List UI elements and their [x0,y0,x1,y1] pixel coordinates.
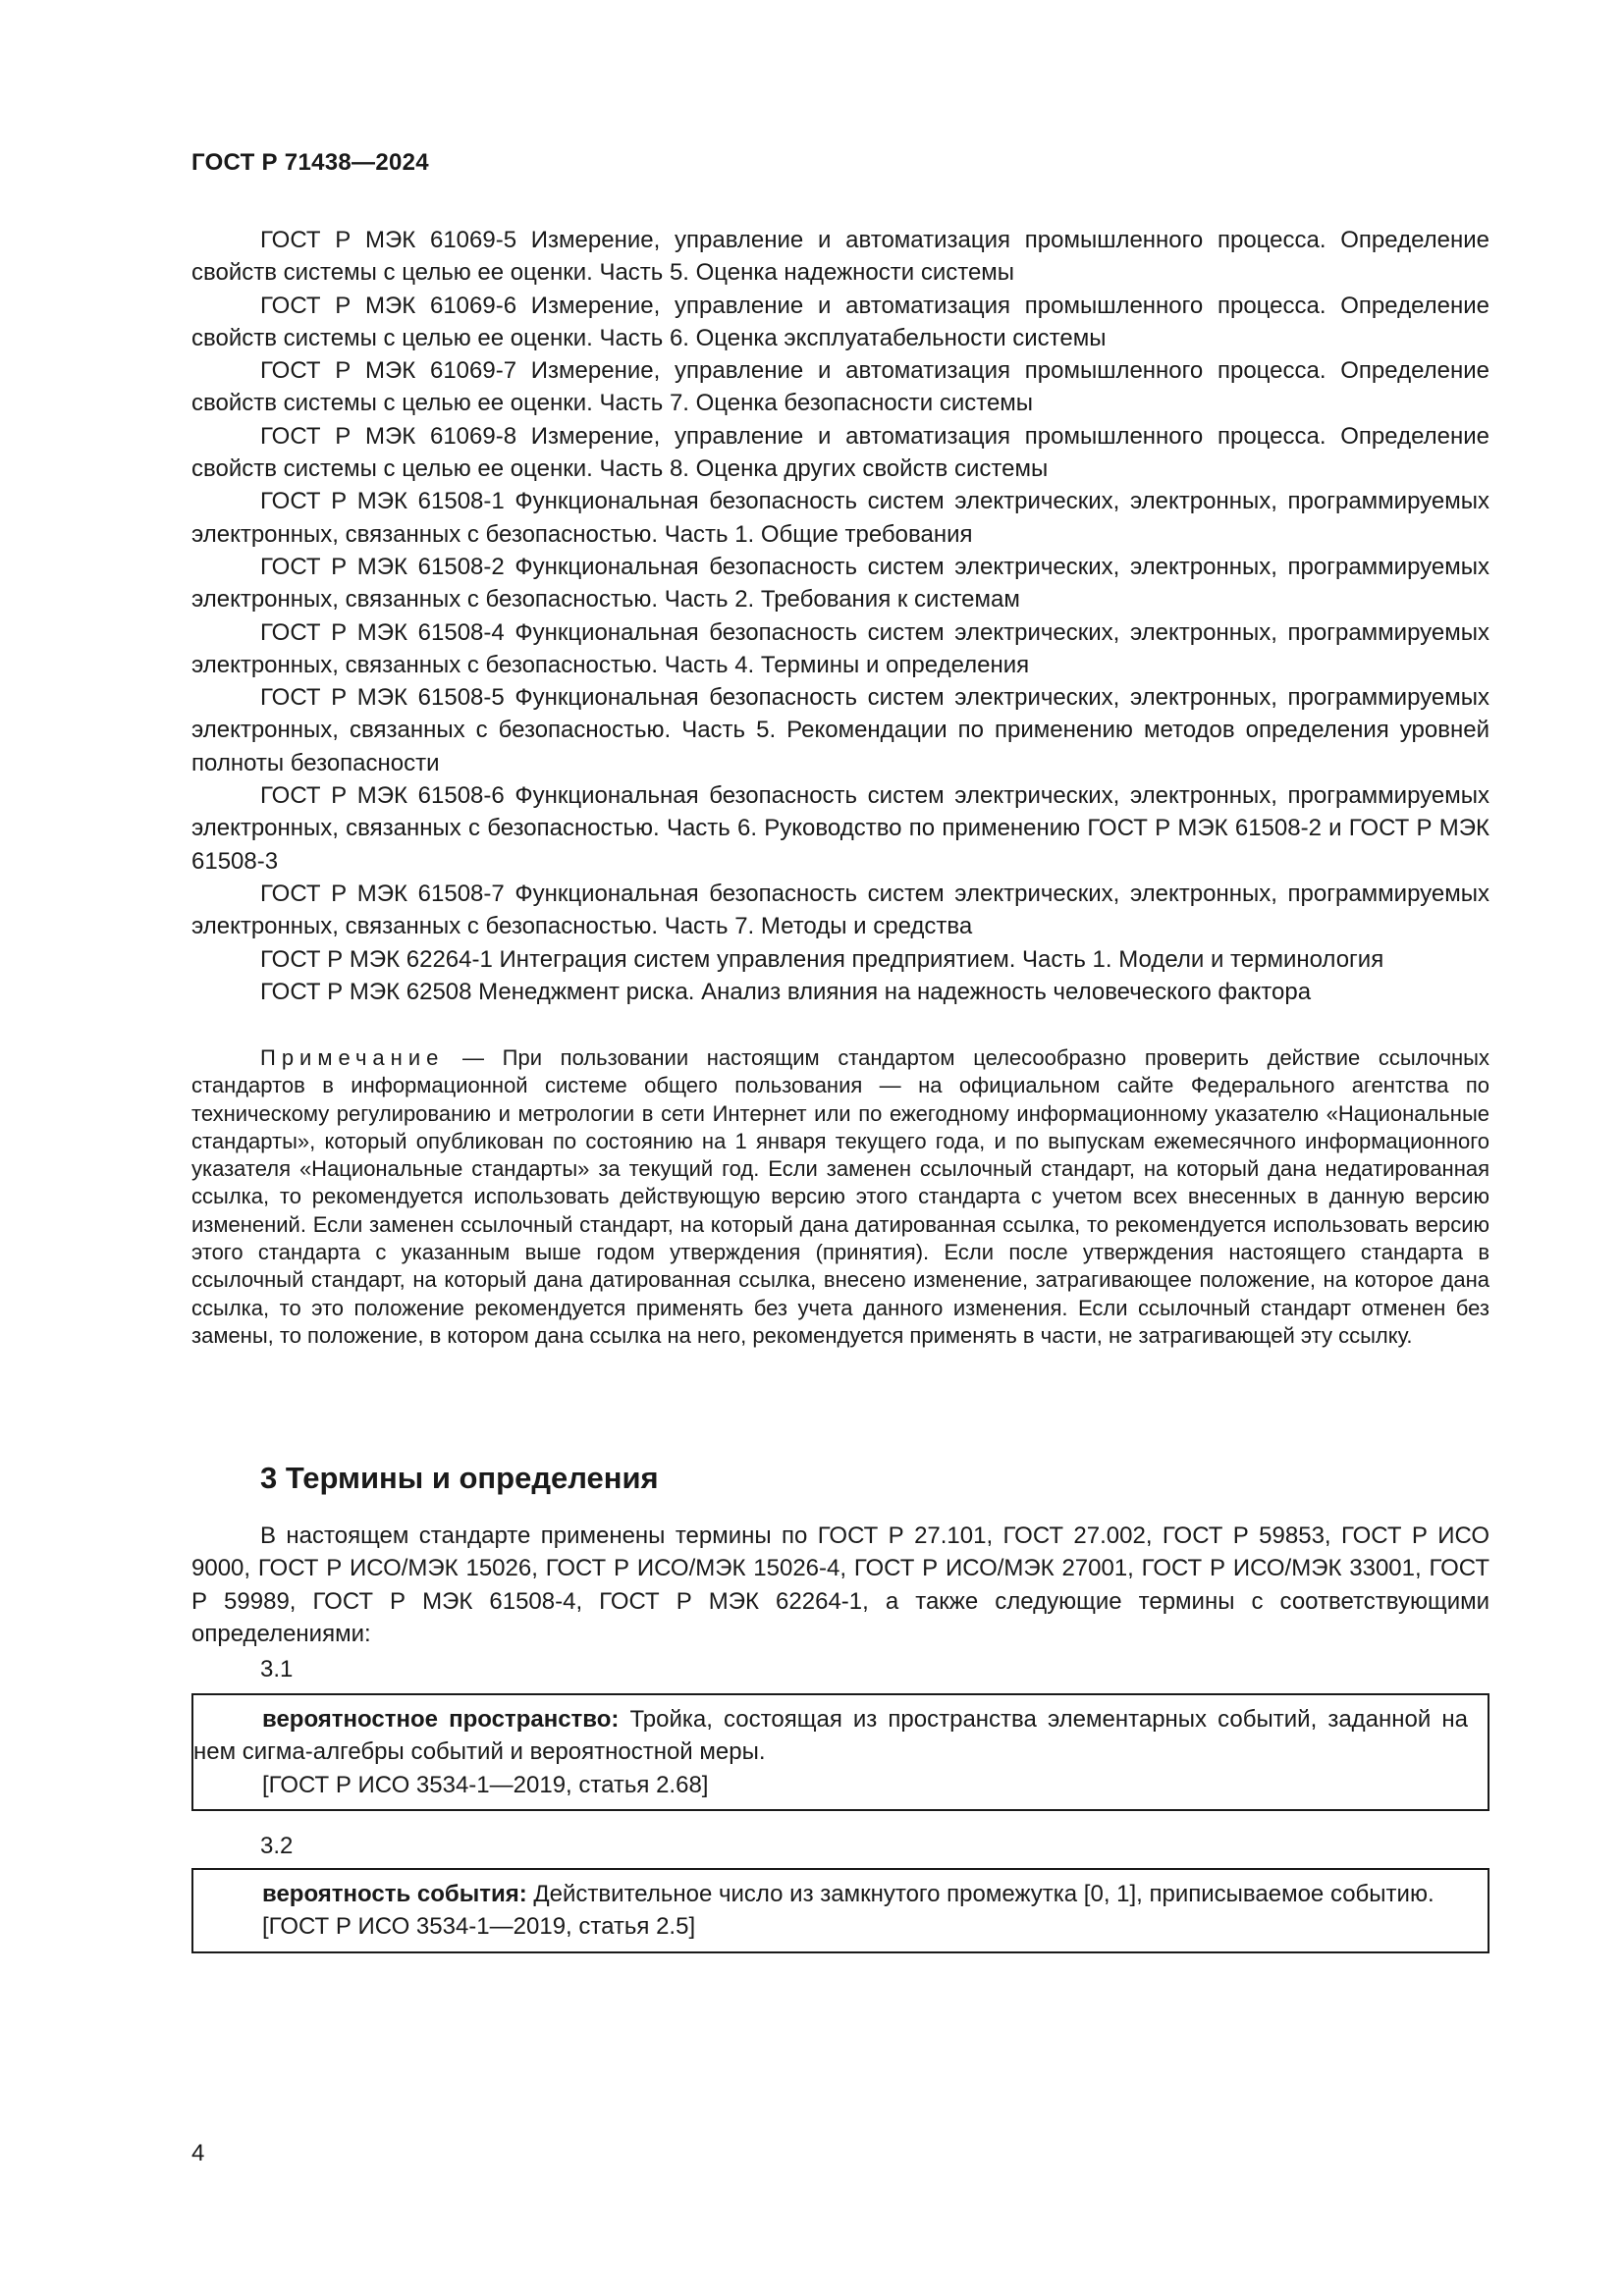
term-number: 3.2 [260,1833,294,1859]
term-name: вероятность события: [262,1881,527,1907]
reference-item: ГОСТ Р МЭК 62264-1 Интеграция систем управления предприятием. Часть 1. Модели и терминология [260,945,1384,973]
reference-item: ГОСТ Р МЭК 62508 Менеджмент риска. Анализ влияния на надежность человеческого фактора [260,978,1312,1005]
reference-item: ГОСТ Р МЭК 61508-6 Функциональная безопасность систем электрических, электронных, программируемых электронных, связанных с безопасностью. Часть 6. Руководство по применению ГОСТ Р МЭК 61508-2 и ГОСТ Р МЭК 61508-3 [191,782,1489,875]
reference-item: ГОСТ Р МЭК 61069-6 Измерение, управление и автоматизация промышленного процесса. Определение свойств системы с целью ее оценки. Часть 6. Оценка эксплуатабельности системы [191,292,1489,351]
section-title: 3 Термины и определения [260,1461,659,1495]
note-text: — При пользовании настоящим стандартом целесообразно проверить действие ссылочных стандартов в информационной системе общего пользования — на официальном сайте Федерального агентства по техническому регулированию и метрологии в сети Интернет или по ежегодному информационному указателю «Национальные стандарты», который опубликован по состоянию на 1 января текущего года, и по выпускам ежемесячного информационного указателя «Национальные стандарты» за текущий год. Если заменен ссылочный стандарт, на который дана недатированная ссылка, то рекомендуется использовать действующую версию этого стандарта с учетом всех внесенных в данную версию изменений. Если заменен ссылочный стандарт, на который дана датированная ссылка, то рекомендуется использовать версию этого стандарта с указанным выше годом утверждения (принятия). Если после утверждения настоящего стандарта в ссылочный стандарт, на который дана датированная ссылка, внесено изменение, затрагивающее положение, на которое дана ссылка, то это положение рекомендуется применять без учета данного изменения. Если ссылочный стандарт отменен без замены, то положение, в котором дана ссылка на него, рекомендуется применять в части, не затрагивающей эту ссылку. [191,1045,1489,1348]
term-source: [ГОСТ Р ИСО 3534-1—2019, статья 2.5] [262,1913,696,1941]
term-number: 3.1 [260,1656,294,1682]
reference-item: ГОСТ Р МЭК 61069-5 Измерение, управление и автоматизация промышленного процесса. Определение свойств системы с целью ее оценки. Часть 5. Оценка надежности системы [191,227,1489,287]
reference-item: ГОСТ Р МЭК 61508-5 Функциональная безопасность систем электрических, электронных, программируемых электронных, связанных с безопасностью. Часть 5. Рекомендации по применению методов определения уровней полноты безопасности [191,684,1489,776]
reference-item: ГОСТ Р МЭК 61069-7 Измерение, управление и автоматизация промышленного процесса. Определение свойств системы с целью ее оценки. Часть 7. Оценка безопасности системы [191,357,1489,417]
note-paragraph [191,1044,1489,1350]
term-source: [ГОСТ Р ИСО 3534-1—2019, статья 2.68] [262,1771,709,1798]
page-number: 4 [191,2140,205,2166]
term-box [191,1868,1489,1953]
term-definition [193,1703,1468,1769]
document-header: ГОСТ Р 71438—2024 [191,149,429,176]
reference-item: ГОСТ Р МЭК 61508-2 Функциональная безопасность систем электрических, электронных, программируемых электронных, связанных с безопасностью. Часть 2. Требования к системам [191,553,1489,614]
term-name: вероятностное пространство: [262,1706,620,1733]
note-block [191,1044,1489,1350]
term-definition-text: Тройка, состоящая из пространства элементарных событий, заданной на нем сигма-алгебры событий и вероятностной меры. [193,1706,1468,1766]
term-definition-text: Действительное число из замкнутого промежутка [0, 1], приписываемое событию. [526,1881,1435,1907]
reference-list [191,224,1489,1008]
reference-item: ГОСТ Р МЭК 61069-8 Измерение, управление и автоматизация промышленного процесса. Определение свойств системы с целью ее оценки. Часть 8. Оценка других свойств системы [191,422,1489,483]
reference-item: ГОСТ Р МЭК 61508-7 Функциональная безопасность систем электрических, электронных, программируемых электронных, связанных с безопасностью. Часть 7. Методы и средства [191,880,1489,940]
reference-item: ГОСТ Р МЭК 61508-1 Функциональная безопасность систем электрических, электронных, программируемых электронных, связанных с безопасностью. Часть 1. Общие требования [191,488,1489,548]
note-label: Примечание [260,1045,445,1070]
term-box [191,1693,1489,1811]
section-intro-text: В настоящем стандарте применены термины по ГОСТ Р 27.101, ГОСТ 27.002, ГОСТ Р 59853, ГОСТ Р ИСО 9000, ГОСТ Р ИСО/МЭК 15026, ГОСТ Р ИСО/МЭК 15026-4, ГОСТ Р ИСО/МЭК 27001, ГОСТ Р ИСО/МЭК 33001, ГОСТ Р 59989, ГОСТ Р МЭК 61508-4, ГОСТ Р МЭК 62264-1, а также следующие термины с соответствующими определениями: [191,1522,1489,1647]
section-intro [191,1520,1489,1650]
reference-item: ГОСТ Р МЭК 61508-4 Функциональная безопасность систем электрических, электронных, программируемых электронных, связанных с безопасностью. Часть 4. Термины и определения [191,618,1489,678]
term-definition [193,1878,1468,1910]
